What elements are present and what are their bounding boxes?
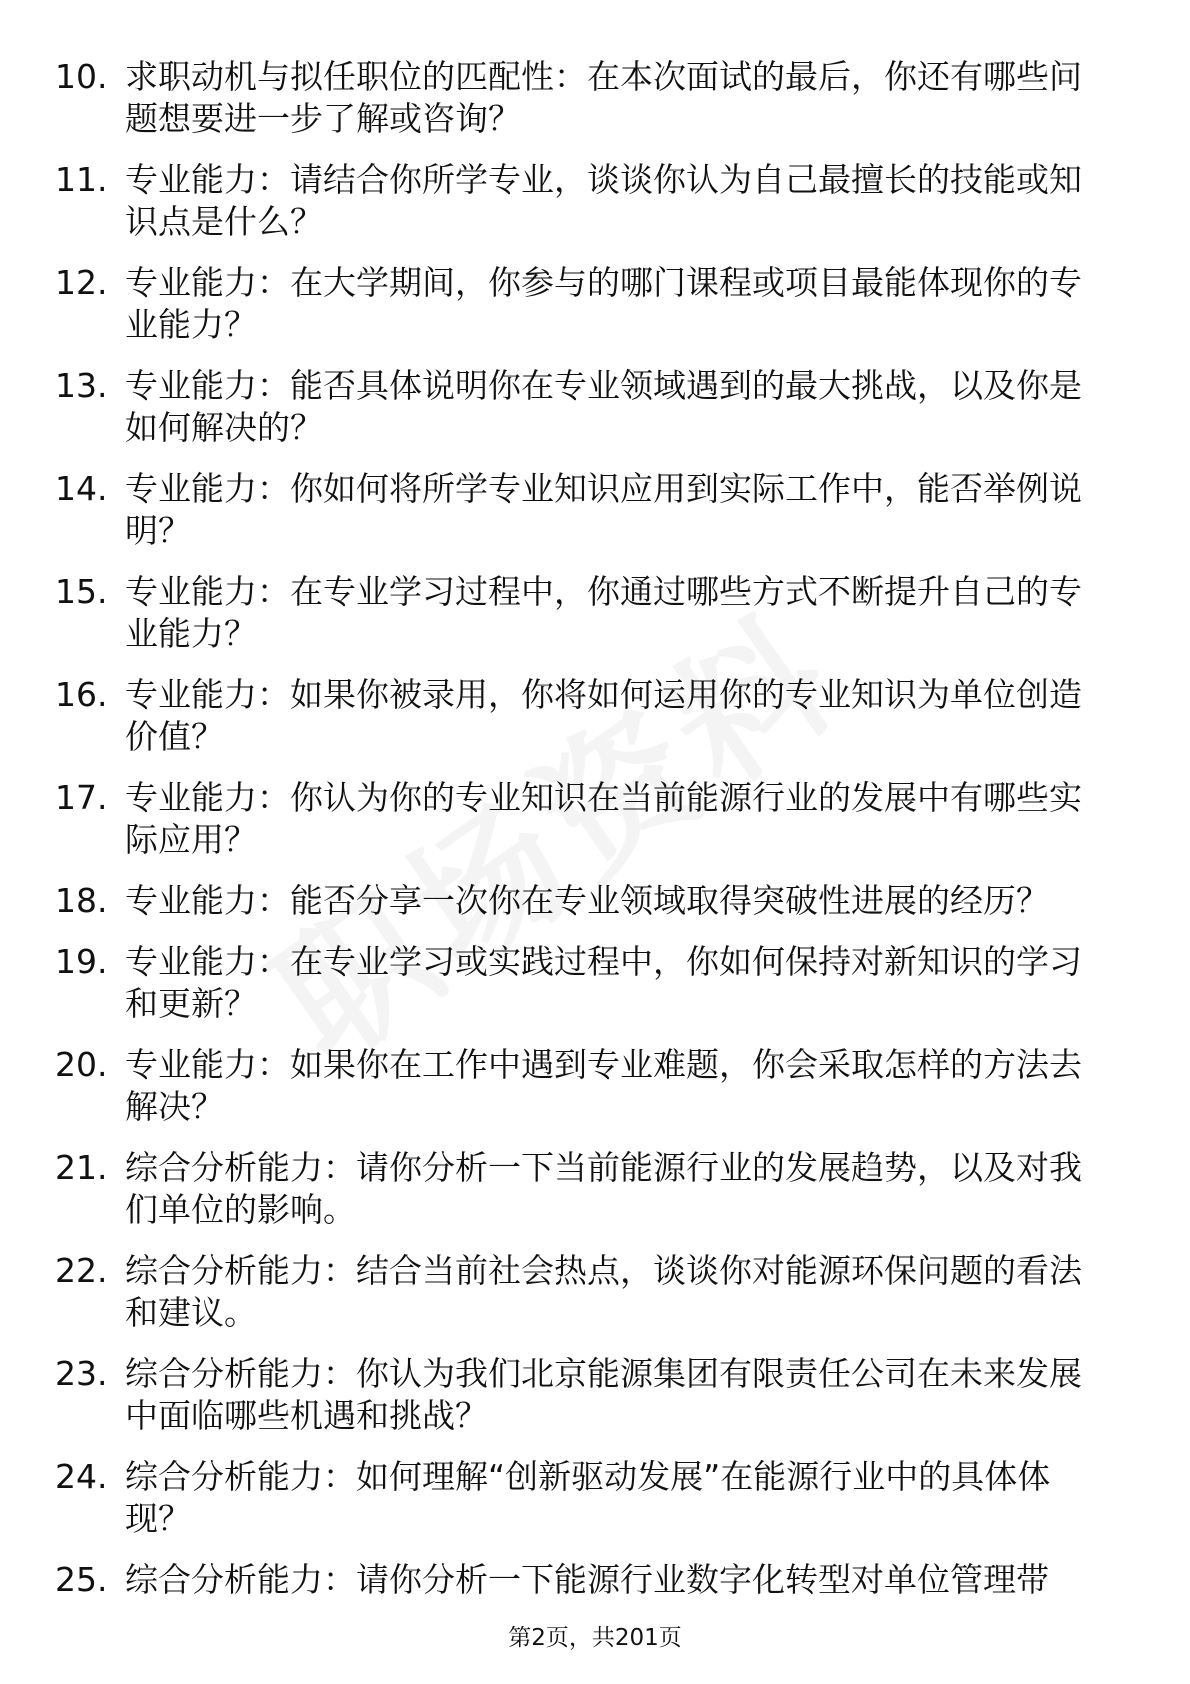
question-text: 专业能力：你如何将所学专业知识应用到实际工作中，能否举例说明？ xyxy=(125,469,1082,550)
question-number: 14. xyxy=(55,469,108,508)
question-text: 综合分析能力：请你分析一下当前能源行业的发展趋势，以及对我们单位的影响。 xyxy=(125,1148,1082,1229)
list-item xyxy=(0,880,1190,922)
list-item xyxy=(0,468,1190,552)
list-item xyxy=(0,1044,1190,1128)
question-text: 专业能力：如果你被录用，你将如何运用你的专业知识为单位创造价值？ xyxy=(125,675,1082,756)
question-text: 综合分析能力：如何理解“创新驱动发展”在能源行业中的具体体现？ xyxy=(125,1457,1051,1538)
list-item xyxy=(0,674,1190,758)
list-item xyxy=(0,1147,1190,1231)
list-item xyxy=(0,941,1190,1025)
list-item xyxy=(0,1353,1190,1437)
question-number: 19. xyxy=(55,942,108,981)
question-number: 11. xyxy=(55,160,108,199)
list-item xyxy=(0,1559,1190,1601)
question-text: 专业能力：在大学期间，你参与的哪门课程或项目最能体现你的专业能力？ xyxy=(125,263,1082,344)
question-number: 21. xyxy=(55,1148,108,1187)
question-text: 专业能力：能否具体说明你在专业领域遇到的最大挑战，以及你是如何解决的？ xyxy=(125,366,1082,447)
page-number-footer: 第2页，共201页 xyxy=(508,1625,682,1651)
list-item xyxy=(0,56,1190,140)
question-number: 15. xyxy=(55,572,108,611)
question-number: 10. xyxy=(55,57,108,96)
question-number: 22. xyxy=(55,1251,108,1290)
list-item xyxy=(0,571,1190,655)
list-item xyxy=(0,1250,1190,1334)
question-number: 23. xyxy=(55,1354,108,1393)
question-number: 20. xyxy=(55,1045,108,1084)
question-text: 专业能力：能否分享一次你在专业领域取得突破性进展的经历？ xyxy=(125,881,1049,920)
question-number: 24. xyxy=(55,1457,108,1496)
question-text: 综合分析能力：结合当前社会热点，谈谈你对能源环保问题的看法和建议。 xyxy=(125,1251,1082,1332)
question-number: 12. xyxy=(55,263,108,302)
question-number: 17. xyxy=(55,778,108,817)
list-item xyxy=(0,262,1190,346)
list-item xyxy=(0,777,1190,861)
question-text: 专业能力：如果你在工作中遇到专业难题，你会采取怎样的方法去解决？ xyxy=(125,1045,1082,1126)
question-text: 专业能力：在专业学习过程中，你通过哪些方式不断提升自己的专业能力？ xyxy=(125,572,1082,653)
question-text: 专业能力：请结合你所学专业，谈谈你认为自己最擅长的技能或知识点是什么？ xyxy=(125,160,1082,241)
question-number: 16. xyxy=(55,675,108,714)
question-text: 专业能力：在专业学习或实践过程中，你如何保持对新知识的学习和更新？ xyxy=(125,942,1082,1023)
question-number: 25. xyxy=(55,1560,108,1599)
list-item xyxy=(0,1456,1190,1540)
question-text: 专业能力：你认为你的专业知识在当前能源行业的发展中有哪些实际应用？ xyxy=(125,778,1082,859)
question-number: 13. xyxy=(55,366,108,405)
question-number: 18. xyxy=(55,881,108,920)
question-text: 求职动机与拟任职位的匹配性：在本次面试的最后，你还有哪些问题想要进一步了解或咨询？ xyxy=(125,57,1082,138)
question-text: 综合分析能力：请你分析一下能源行业数字化转型对单位管理带 xyxy=(125,1560,1049,1599)
question-text: 综合分析能力：你认为我们北京能源集团有限责任公司在未来发展中面临哪些机遇和挑战？ xyxy=(125,1354,1082,1435)
list-item xyxy=(0,365,1190,449)
question-list xyxy=(0,56,1190,1620)
list-item xyxy=(0,159,1190,243)
